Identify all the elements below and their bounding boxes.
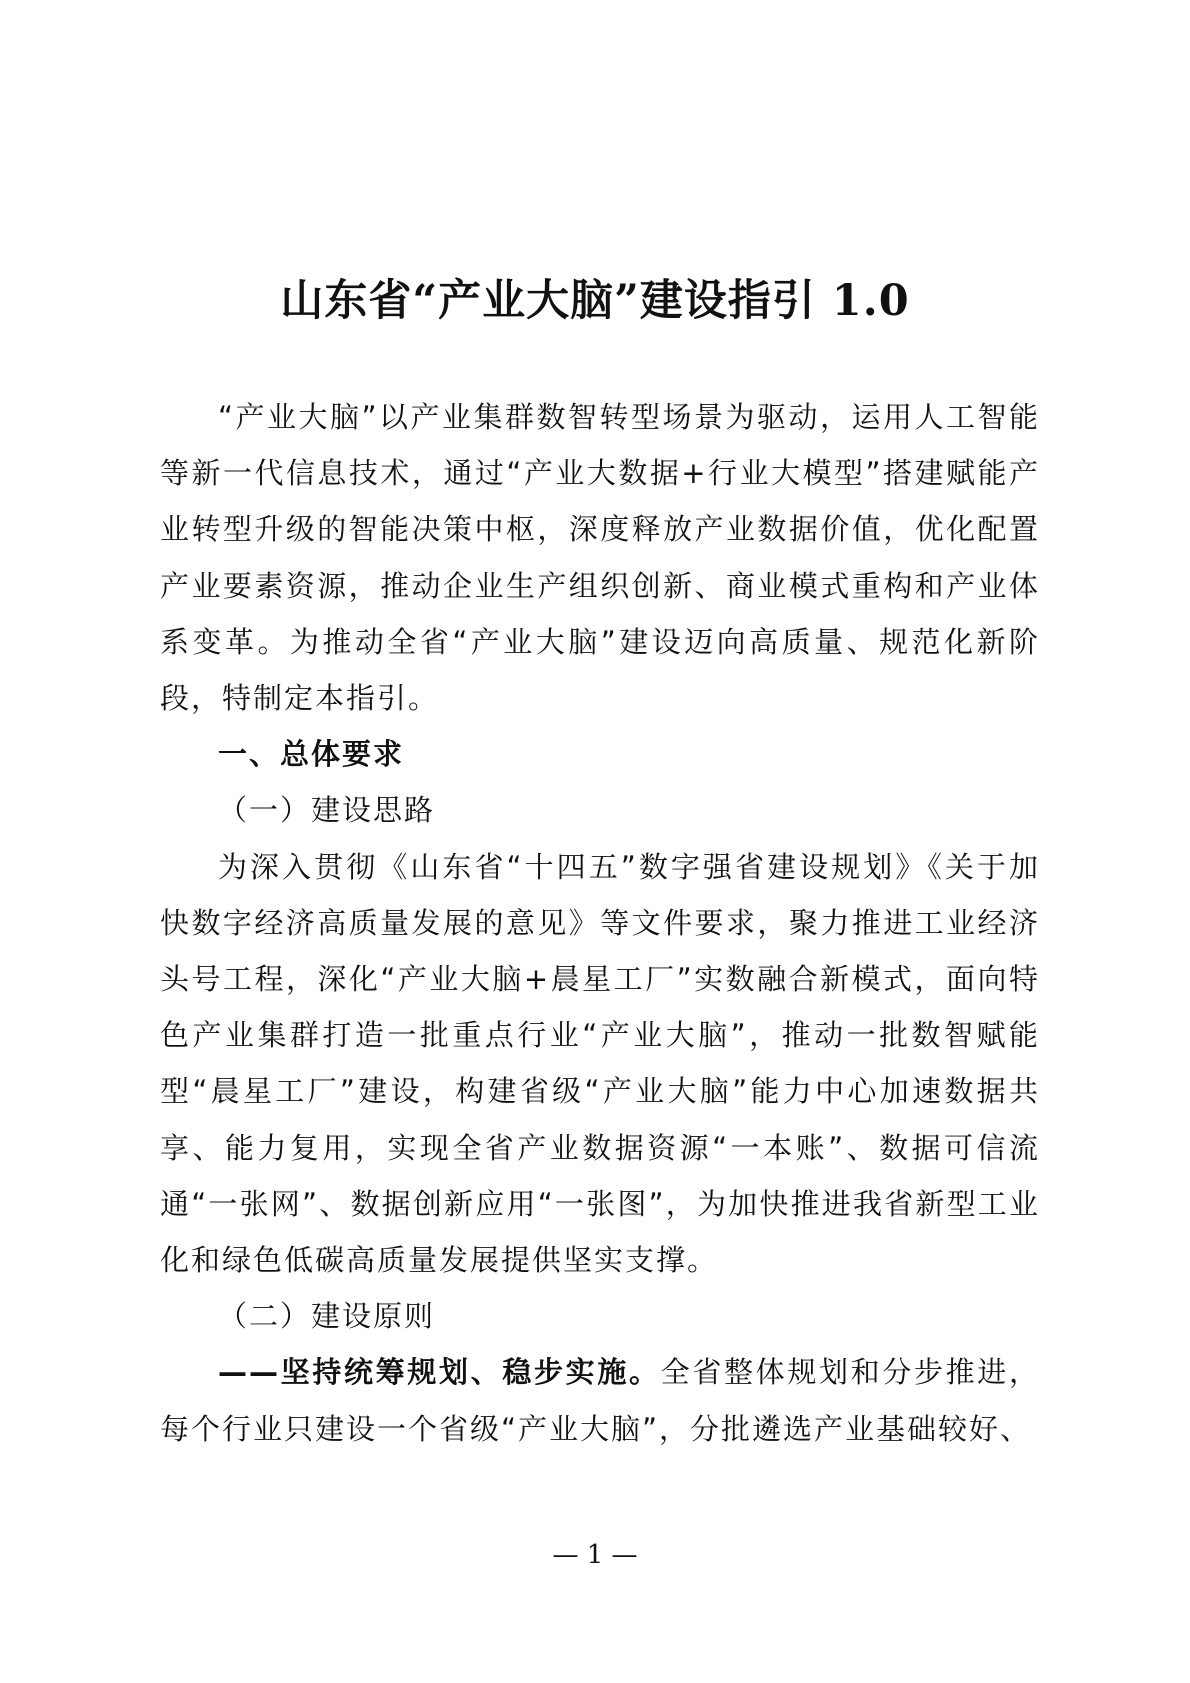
document-title: 山东省“产业大脑”建设指引 1.0 bbox=[280, 276, 910, 326]
subsection-heading-construction-principles: （二）建设原则 bbox=[218, 1299, 436, 1334]
principle-lead: ——坚持统筹规划、稳步实施。 bbox=[218, 1355, 661, 1390]
subsection-heading-construction-approach: （一）建设思路 bbox=[218, 793, 436, 828]
intro-paragraph: “产业大脑”以产业集群数智转型场景为驱动，运用人工智能等新一代信息技术，通过“产业大数据+行业大模型”搭建赋能产业转型升级的智能决策中枢，深度释放产业数据价值，优化配置产业要素资源，推动企业生产组织创新、商业模式重构和产业体系变革。为推动全省“产业大脑”建设迈向高质量、规范化新阶段，特制定本指引。 bbox=[160, 400, 1040, 716]
principle-paragraph bbox=[160, 1344, 1040, 1456]
page-number: — 1 — bbox=[552, 1540, 638, 1570]
construction-approach-paragraph: 为深入贯彻《山东省“十四五”数字强省建设规划》《关于加快数字经济高质量发展的意见》等文件要求，聚力推进工业经济头号工程，深化“产业大脑+晨星工厂”实数融合新模式，面向特色产业集群打造一批重点行业“产业大脑”，推动一批数智赋能型“晨星工厂”建设，构建省级“产业大脑”能力中心加速数据共享、能力复用，实现全省产业数据资源“一本账”、数据可信流通“一张网”、数据创新应用“一张图”，为加快推进我省新型工业化和绿色低碳高质量发展提供坚实支撑。 bbox=[160, 849, 1040, 1278]
section-heading-general-requirements: 一、总体要求 bbox=[218, 737, 405, 772]
principle-text: 全省整体规划和分步推进，每个行业只建设一个省级“产业大脑”，分批遴选产业基础较好、 bbox=[160, 1355, 1040, 1446]
document-body bbox=[160, 389, 1040, 1457]
